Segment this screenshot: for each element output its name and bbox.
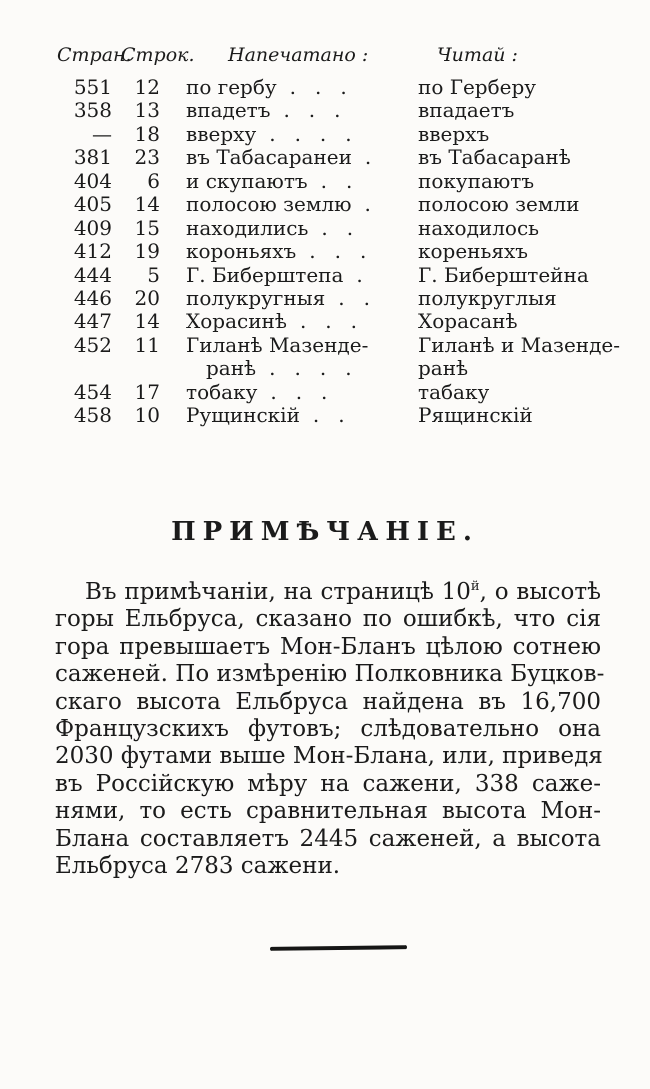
- corrected-cell: покупаютъ: [418, 168, 535, 193]
- corrected-cell: вверхъ: [418, 121, 490, 146]
- printed-cell: [160, 404, 418, 427]
- page-number-cell: 447: [73, 309, 112, 334]
- line-number-cell: [112, 357, 160, 380]
- line-number-cell: 17: [134, 379, 160, 404]
- errata-row: [0, 76, 650, 99]
- corrected-cell: находилось: [418, 215, 540, 240]
- printed-text: Хорасинѣ: [186, 309, 287, 334]
- printed-text: по гербу: [186, 75, 277, 99]
- line-number-cell: 11: [134, 332, 160, 357]
- printed-cell: [160, 146, 418, 169]
- corrected-cell: Гиланѣ и Мазенде-: [418, 332, 621, 357]
- printed-text: Гиланѣ Мазенде-: [186, 332, 369, 357]
- section-end-rule: [270, 945, 407, 951]
- line-number-cell: 14: [134, 192, 160, 217]
- errata-row: [0, 240, 650, 263]
- errata-table: [0, 76, 650, 428]
- line-number-cell: 20: [134, 285, 160, 310]
- page-number-cell: [0, 357, 112, 380]
- paragraph-line: нями, то есть сравнительная высота Мон-: [55, 798, 601, 825]
- paragraph-line: Ельбруса 2783 сажени.: [55, 852, 341, 879]
- dots-leader: ..: [320, 168, 372, 193]
- page-number-cell: 458: [73, 403, 112, 428]
- errata-row: [0, 334, 650, 357]
- paragraph-line: гора превышаетъ Мон-Бланъ цѣлою сотнею: [55, 633, 601, 660]
- line-number-cell: 12: [134, 75, 160, 99]
- corrected-cell: Хорасанѣ: [418, 309, 518, 334]
- printed-text: Рущинскій: [186, 403, 300, 428]
- page-number-cell: 551: [73, 75, 112, 99]
- page-number-cell: 446: [73, 285, 112, 310]
- page-number-cell: 405: [73, 192, 112, 217]
- printed-text: ранѣ: [206, 356, 257, 381]
- line-number-cell: 15: [134, 215, 160, 240]
- errata-row: [0, 217, 650, 240]
- paragraph-line: 2030 футами выше Мон-Блана, или, приведя: [55, 743, 603, 770]
- line-number-cell: 23: [134, 145, 160, 170]
- errata-row: [0, 99, 650, 122]
- errata-row: [0, 193, 650, 216]
- dots-leader: .: [356, 262, 382, 287]
- printed-cell: [160, 357, 418, 380]
- printed-text: впадетъ: [186, 98, 271, 123]
- errata-row: [0, 264, 650, 287]
- printed-text: вверху: [186, 121, 257, 146]
- line-number-cell: 5: [147, 262, 160, 287]
- corrected-cell: полукруглыя: [418, 285, 557, 310]
- printed-text: Г. Биберштепа: [186, 262, 344, 287]
- dots-leader: ...: [309, 239, 386, 264]
- printed-cell: [160, 381, 418, 404]
- corrected-cell: въ Табасаранѣ: [418, 145, 571, 170]
- dots-leader: ..: [312, 403, 364, 428]
- page-number-cell: 358: [73, 98, 112, 123]
- paragraph-line: Блана составляетъ 2445 саженей, а высота: [55, 825, 601, 852]
- printed-cell: [160, 264, 418, 287]
- note-paragraph: [55, 579, 605, 880]
- dots-leader: ...: [289, 75, 366, 99]
- printed-text: и скупаютъ: [186, 168, 308, 193]
- printed-text: въ Табасаранеи: [186, 145, 352, 170]
- corrected-cell: ранѣ: [418, 356, 469, 381]
- paragraph-line: скаго высота Ельбруса найдена въ 16,700: [55, 688, 601, 715]
- line-number-cell: 19: [134, 239, 160, 264]
- dots-leader: ...: [299, 309, 377, 334]
- printed-cell: [160, 76, 418, 99]
- corrected-cell: по Герберу: [418, 75, 537, 99]
- errata-row: [0, 404, 650, 427]
- line-number-cell: 13: [134, 98, 160, 123]
- printed-cell: [160, 310, 418, 333]
- dots-leader: ..: [321, 215, 373, 240]
- line-number-cell: 6: [147, 168, 160, 193]
- printed-text: тобаку: [186, 379, 258, 404]
- paragraph-line: [55, 579, 601, 606]
- corrected-cell: табаку: [418, 379, 490, 404]
- errata-header-row: [0, 44, 650, 68]
- errata-row: [0, 170, 650, 193]
- note-heading: ПРИМѢЧАНІЕ.: [171, 517, 479, 547]
- paragraph-line: въ Россійскую мѣру на сажени, 338 саже-: [55, 770, 601, 797]
- paragraph-line: Французскихъ футовъ; слѣдовательно она: [55, 715, 601, 742]
- errata-row: [0, 381, 650, 404]
- errata-row-continuation: [0, 357, 650, 380]
- printed-text: полукругныя: [186, 285, 326, 310]
- errata-row: [0, 310, 650, 333]
- dots-leader: .: [364, 192, 390, 217]
- dots-leader: ....: [269, 356, 371, 381]
- column-header-line: Строк.: [121, 44, 195, 66]
- printed-cell: [160, 193, 418, 216]
- dots-leader: ....: [269, 121, 371, 146]
- line-number-cell: 14: [134, 309, 160, 334]
- column-header-printed: Напечатано :: [228, 44, 369, 66]
- page-number-cell: 444: [73, 262, 112, 287]
- printed-cell: [160, 287, 418, 310]
- printed-cell: [160, 170, 418, 193]
- printed-text: находились: [186, 215, 309, 240]
- superscript-ordinal: й: [470, 579, 480, 594]
- line1-text-post: , о высотѣ: [479, 579, 601, 605]
- line-number-cell: 10: [134, 403, 160, 428]
- paragraph-line: горы Ельбруса, сказано по ошибкѣ, что сія: [55, 606, 601, 633]
- page-number-cell: —: [92, 121, 112, 146]
- page-number-cell: 454: [73, 379, 112, 404]
- page-number-cell: 381: [73, 145, 112, 170]
- dots-leader: ...: [283, 98, 360, 123]
- dots-leader: ..: [338, 285, 389, 310]
- corrected-cell: кореньяхъ: [418, 239, 529, 264]
- printed-cell: [160, 217, 418, 240]
- line-number-cell: 18: [134, 121, 160, 146]
- line1-text-pre: Въ примѣчаніи, на страницѣ 10: [85, 579, 471, 605]
- page-number-cell: 409: [73, 215, 112, 240]
- printed-text: короньяхъ: [186, 239, 297, 264]
- page-number-cell: 452: [73, 332, 112, 357]
- page-number-cell: 404: [73, 168, 112, 193]
- paragraph-line: саженей. По измѣренію Полковника Буцков-: [55, 661, 605, 688]
- page-number-cell: 412: [73, 239, 112, 264]
- printed-cell: [160, 334, 418, 357]
- dots-leader: .: [364, 145, 391, 170]
- printed-cell: [160, 99, 418, 122]
- errata-row: [0, 146, 650, 169]
- corrected-cell: Рящинскій: [418, 403, 533, 428]
- corrected-cell: полосою земли: [418, 192, 580, 217]
- printed-cell: [160, 123, 418, 146]
- corrected-cell: впадаетъ: [418, 98, 515, 123]
- printed-cell: [160, 240, 418, 263]
- corrected-cell: Г. Биберштейна: [418, 262, 589, 287]
- errata-row: [0, 287, 650, 310]
- printed-text: полосою землю: [186, 192, 352, 217]
- dots-leader: ...: [270, 379, 347, 404]
- column-header-read: Читай :: [437, 44, 518, 66]
- column-header-page: Стран.: [57, 44, 132, 66]
- errata-row: [0, 123, 650, 146]
